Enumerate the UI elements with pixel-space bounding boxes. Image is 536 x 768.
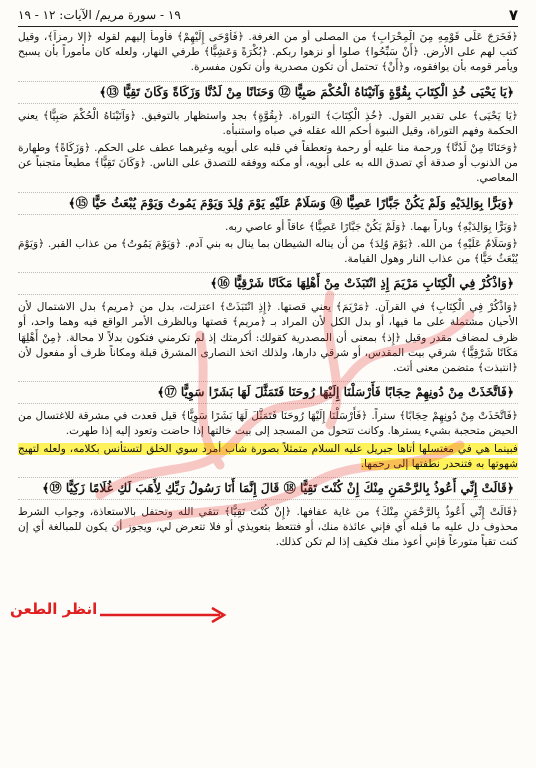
paragraph-4: ﴿وَبَرًّا بِوَالِدَيْهِ﴾ وباراً بهما. ﴿وَلَمْ يَكُنْ جَبَّارًا عَصِيًّا﴾ عاقاً أو عاصي ربه. (224, 220, 518, 233)
paragraph-8: ﴿قَالَتْ إِنِّي أَعُوذُ بِالرَّحْمَنِ مِنْكَ﴾ من غاية عفافها. ﴿إِنْ كُنْتَ تَقِيًّا﴾ تتقي الله وتحتفل بالاستعاذة، وجواب الشرط محذوف دل عليه ما قبله أي فإني عائذة منك، أو فتتعظ بتعويذي أو فلا تتعرض لي، ويجوز أن يكون للمبالغة أي إن كنت تقياً متورعاً فإني أعوذ منك فكيف إذا لم تكن كذلك. (18, 506, 518, 549)
paragraph-2: ﴿يَا يَحْيَى﴾ على تقدير القول. ﴿خُذِ الْكِتَابَ﴾ التوراة. ﴿بِقُوَّةٍ﴾ بجد واستظهار بالتوفيق. ﴿وَآتَيْنَاهُ الْحُكْمَ صَبِيًّا﴾ يعني الحكمة وفهم التوراة، وقيل النبوة أحكم الله عقله في صباه واستنبأه. (18, 109, 518, 137)
quran-verse-12-13: ﴿يَا يَحْيَى خُذِ الْكِتَابَ بِقُوَّةٍ وَآتَيْنَاهُ الْحُكْمَ صَبِيًّا ⑫ وَحَنَانًا مِنْ لَدُنَّا وَزَكَاةً وَكَانَ تَقِيًّا ⑬﴾ (18, 81, 518, 104)
quran-verse-14-15: ﴿وَبَرًّا بِوَالِدَيْهِ وَلَمْ يَكُنْ جَبَّارًا عَصِيًّا ⑭ وَسَلَامٌ عَلَيْهِ يَوْمَ وُلِدَ وَيَوْمَ يَمُوتُ وَيَوْمَ يُبْعَثُ حَيًّا ⑮﴾ (18, 192, 518, 215)
quran-verse-17: ﴿فَاتَّخَذَتْ مِنْ دُونِهِمْ حِجَابًا فَأَرْسَلْنَا إِلَيْهَا رُوحَنَا فَتَمَثَّلَ لَهَا بَشَرًا سَوِيًّا ⑰﴾ (18, 381, 518, 404)
highlight-mark: فبينما هي في مغتسلها أتاها جبريل عليه السلام متمثلاً بصورة شاب أمرد سوي الخلق لتستأنس بكلامه، ولعله لتهيج شهوتها به فتنحدر نطفتها إلى رحمها. (18, 442, 518, 470)
highlighted-passage (18, 442, 518, 472)
paragraph-5: ﴿وَسَلَامٌ عَلَيْهِ﴾ من الله. ﴿يَوْمَ وُلِدَ﴾ من أن يناله الشيطان بما ينال به بني آدم. ﴿وَيَوْمَ يَمُوتُ﴾ من عذاب القبر. ﴿وَيَوْمَ يُبْعَثُ حَيًّا﴾ من عذاب النار وهول القيامة. (18, 237, 518, 266)
page-header (18, 4, 518, 27)
annotation-label: انظر الطعن (10, 600, 98, 618)
paragraph-1: ﴿فَخَرَجَ عَلَى قَوْمِهِ مِنَ الْمِحْرَابِ﴾ من المصلى أو من الغرفة. ﴿فَأَوْحَى إِلَيْهِمْ﴾ فأومأ إليهم لقوله ﴿إلا رمزاً﴾، وقيل كتب لهم على الأرض. ﴿أَنْ سَبِّحُوا﴾ صلوا أو نزهوا ربكم. ﴿بُكْرَةً وَعَشِيًّا﴾ طرفي النهار، ولعله كان مأموراً بأن يسبح ويأمر قومه بأن يوافقوه، و﴿أَنْ﴾ تحتمل أن تكون مصدرية وأن تكون مفسرة. (18, 31, 518, 74)
paragraph-6: ﴿وَاذْكُرْ فِي الْكِتَابِ﴾ في القرآن. ﴿مَرْيَمَ﴾ يعني قصتها. ﴿إِذِ انْتَبَذَتْ﴾ اعتزلت، بدل من ﴿مريم﴾ بدل الاشتمال لأن الأحيان مشتملة على ما فيها، أو بدل الكل لأن المراد بـ ﴿مريم﴾ قصتها وبالظرف الأمر الواقع فيه وهما واحد، أو ظرف لمضاف مقدر وقيل ﴿إِذ﴾ بمعنى أن المصدرية كقولك: أكرمتك إذ لم تكرمني فتكون بدلاً لا محالة. ﴿مِنْ أَهْلِهَا مَكَانًا شَرْقِيًّا﴾ شرقي بيت المقدس، أو شرقي دارها، ولذلك اتخذ النصارى المشرق قبلة ومكاناً ظرف أو مفعول لأن ﴿انتبذت﴾ متضمن معنى أتت. (18, 301, 518, 375)
paragraph-3: ﴿وَحَنَانًا مِنْ لَدُنَّا﴾ ورحمة منا عليه أو رحمة وتعطفاً في قلبه على أبويه وغيرهما عطف على الحكم. ﴿وَزَكَاةً﴾ وطهارة من الذنوب أو صدقة أي تصدق الله به على أبويه، أو مكنه ووفقه للتصدق على الناس. ﴿وَكَانَ تَقِيًّا﴾ مطيعاً متجنباً عن المعاصي. (18, 142, 518, 185)
annotation-arrow-icon (98, 604, 228, 626)
page-title: ١٩ - سورة مريم/ الآيات: ١٢ - ١٩ (18, 8, 181, 22)
paragraph-7: ﴿فَاتَّخَذَتْ مِنْ دُونِهِمْ حِجَابًا﴾ ستراً. ﴿فَأَرْسَلْنَا إِلَيْهَا رُوحَنَا فَتَمَثَّلَ لَهَا بَشَرًا سَوِيًّا﴾ قيل قعدت في مشرقة للاغتسال من الحيض متحجبة بشيء يسترها. وكانت تتحول من المسجد إلى بيت خالتها إذا حاضت وتعود إليه إذا طهرت. (18, 410, 518, 438)
page-number: ٧ (508, 6, 518, 24)
page-content (18, 30, 518, 764)
quran-verse-16: ﴿وَاذْكُرْ فِي الْكِتَابِ مَرْيَمَ إِذِ انْتَبَذَتْ مِنْ أَهْلِهَا مَكَانًا شَرْقِيًّا ⑯﴾ (18, 272, 518, 295)
quran-verse-18-19: ﴿قَالَتْ إِنِّي أَعُوذُ بِالرَّحْمَنِ مِنْكَ إِنْ كُنْتَ تَقِيًّا ⑱ قَالَ إِنَّمَا أَنَا رَسُولُ رَبِّكِ لِأَهَبَ لَكِ غُلَامًا زَكِيًّا ⑲﴾ (18, 477, 518, 500)
